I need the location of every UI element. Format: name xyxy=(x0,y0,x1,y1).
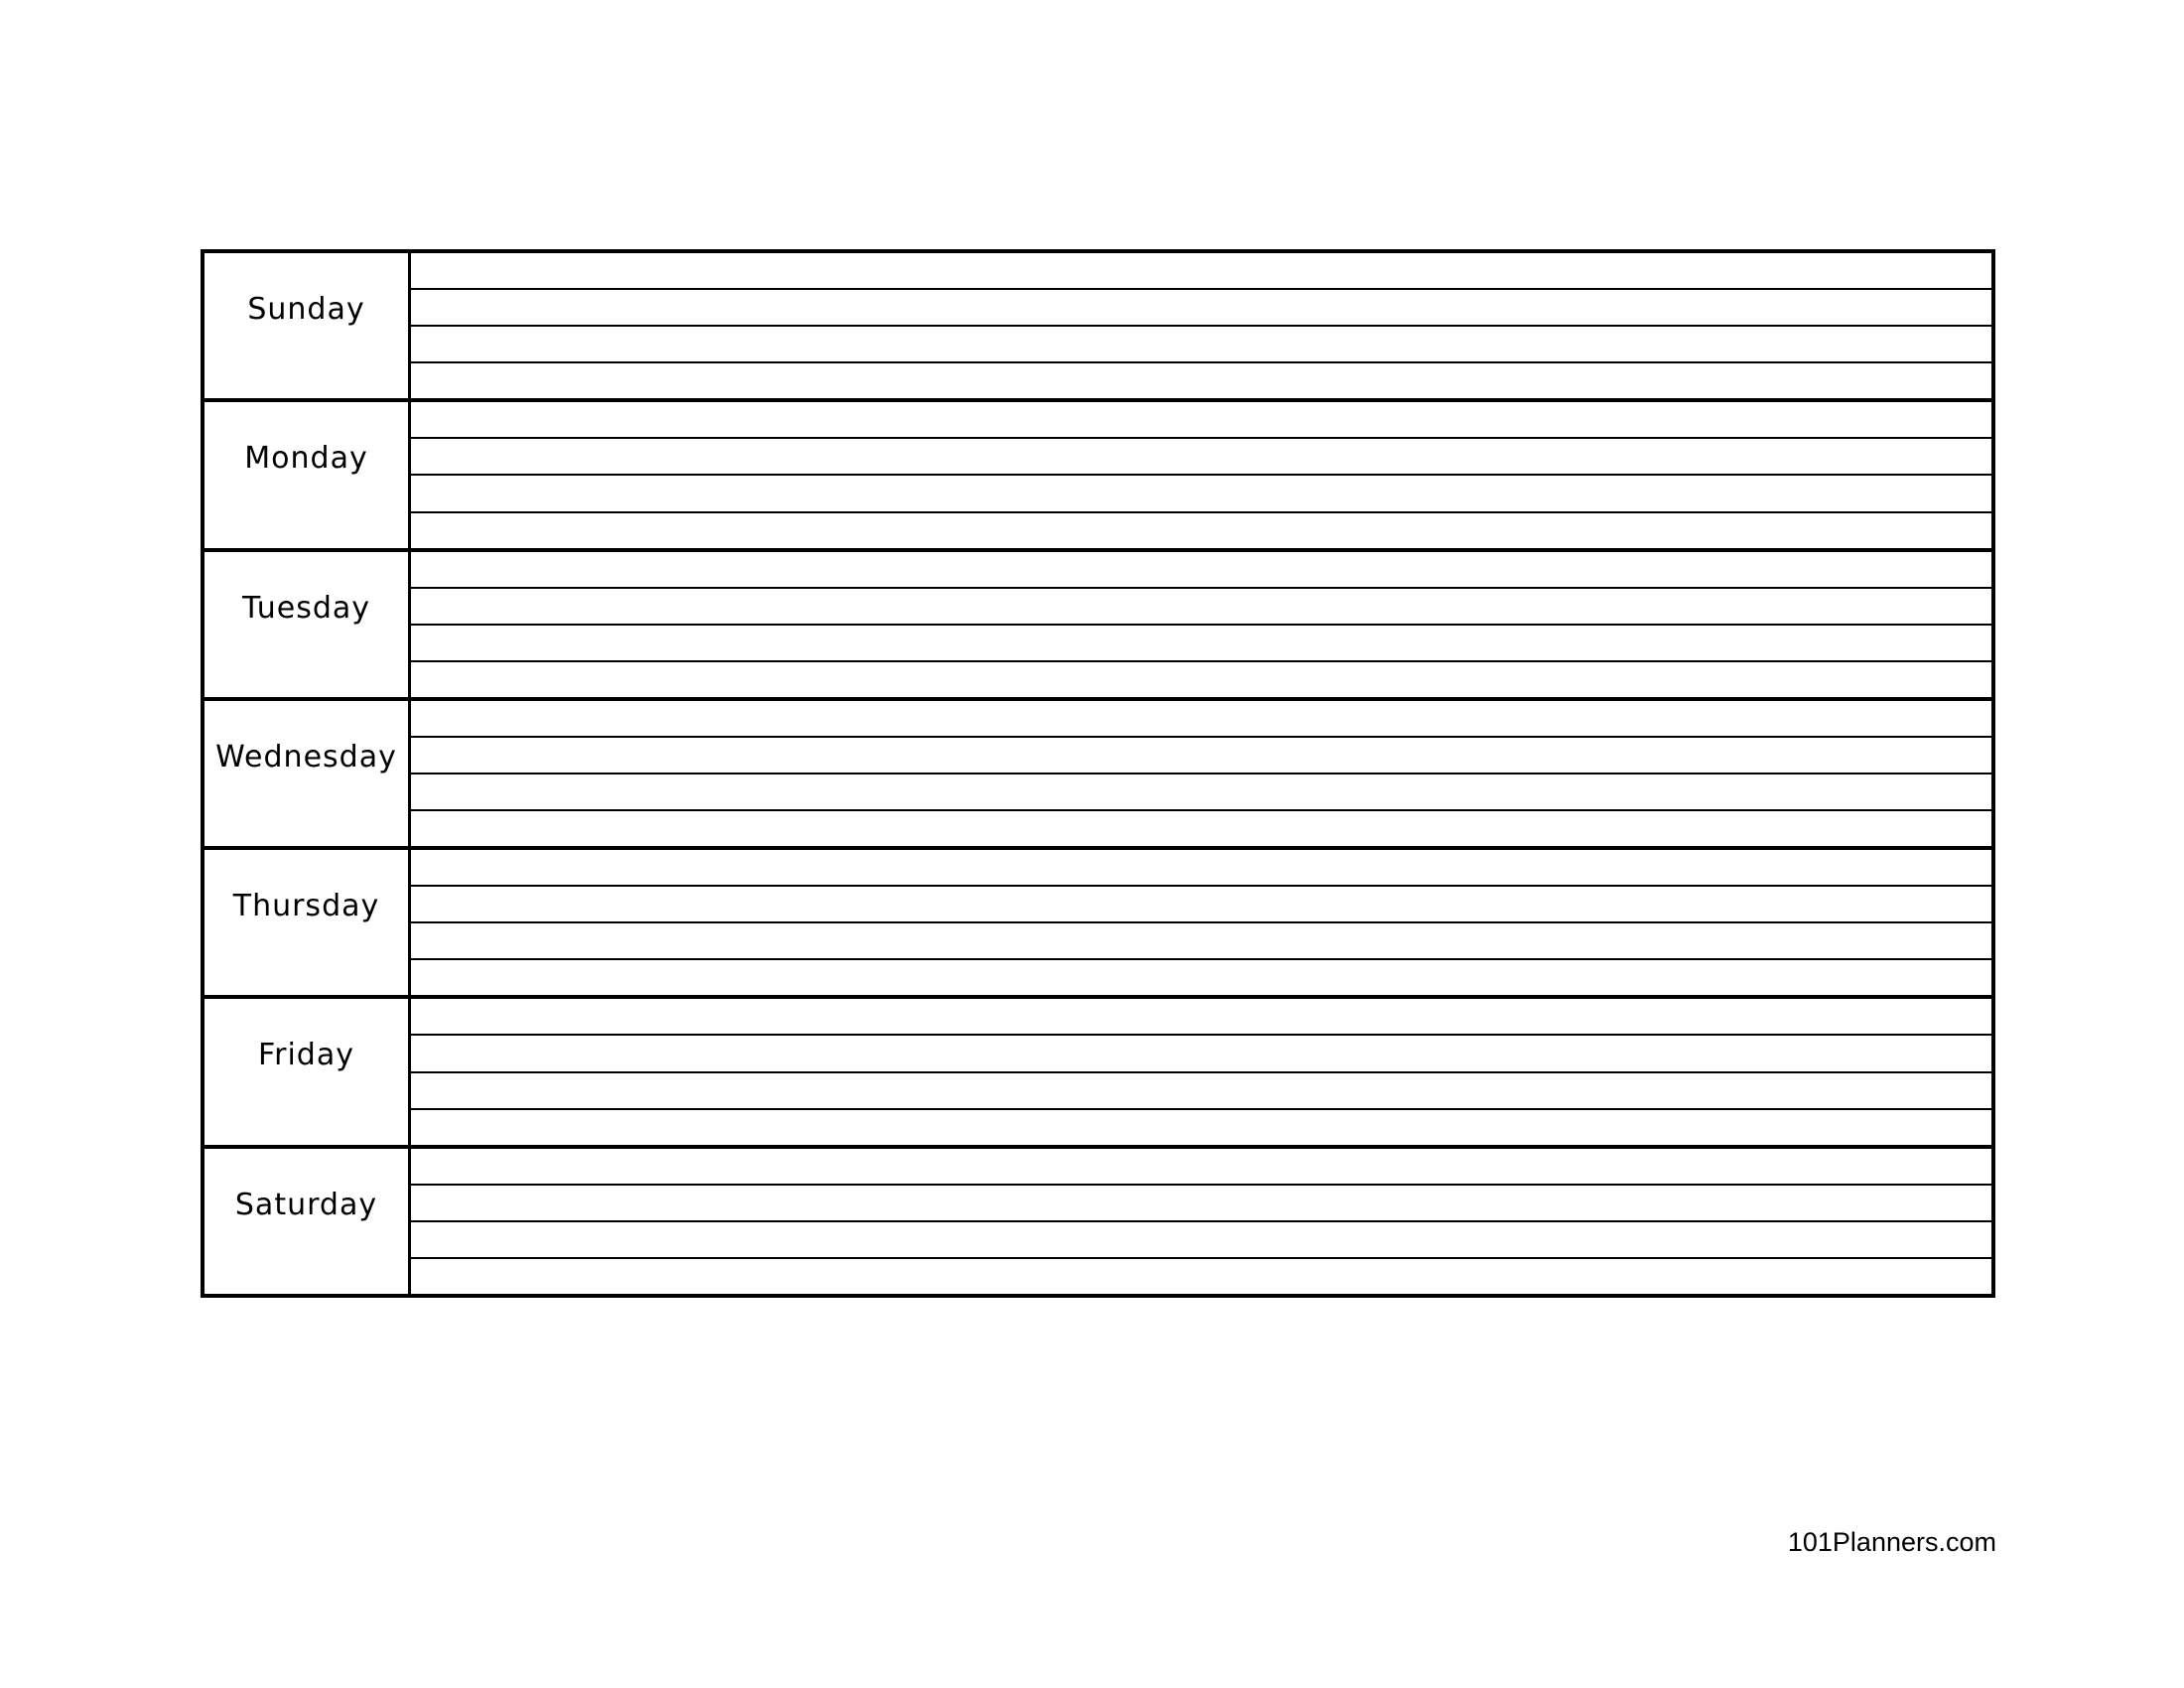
day-label-monday: Monday xyxy=(244,441,368,477)
writing-area-thursday[interactable] xyxy=(411,850,1991,995)
writing-line[interactable] xyxy=(411,1036,1991,1072)
writing-area-sunday[interactable] xyxy=(411,253,1991,398)
writing-line[interactable] xyxy=(411,738,1991,774)
day-label-saturday: Saturday xyxy=(234,1187,378,1222)
writing-area-tuesday[interactable] xyxy=(411,552,1991,697)
writing-line[interactable] xyxy=(411,1149,1991,1186)
day-label-cell xyxy=(205,850,411,995)
day-row-wednesday xyxy=(205,701,1991,850)
writing-line[interactable] xyxy=(411,1186,1991,1222)
writing-line[interactable] xyxy=(411,253,1991,290)
writing-area-monday[interactable] xyxy=(411,402,1991,547)
day-label-cell xyxy=(205,701,411,846)
weekly-planner-grid xyxy=(201,249,1995,1298)
writing-line[interactable] xyxy=(411,774,1991,811)
writing-line[interactable] xyxy=(411,850,1991,887)
day-label-cell xyxy=(205,402,411,547)
writing-line[interactable] xyxy=(411,552,1991,589)
writing-line[interactable] xyxy=(411,1110,1991,1145)
writing-area-saturday[interactable] xyxy=(411,1149,1991,1294)
writing-line[interactable] xyxy=(411,662,1991,697)
day-label-tuesday: Tuesday xyxy=(241,590,371,626)
writing-line[interactable] xyxy=(411,923,1991,960)
writing-area-wednesday[interactable] xyxy=(411,701,1991,846)
day-row-saturday xyxy=(205,1149,1991,1294)
writing-line[interactable] xyxy=(411,327,1991,363)
writing-line[interactable] xyxy=(411,589,1991,626)
writing-line[interactable] xyxy=(411,476,1991,512)
writing-line[interactable] xyxy=(411,887,1991,923)
writing-line[interactable] xyxy=(411,290,1991,327)
day-label-thursday: Thursday xyxy=(232,889,380,924)
writing-line[interactable] xyxy=(411,363,1991,398)
day-label-sunday: Sunday xyxy=(247,292,365,327)
writing-line[interactable] xyxy=(411,626,1991,662)
writing-line[interactable] xyxy=(411,513,1991,548)
writing-line[interactable] xyxy=(411,1259,1991,1294)
writing-line[interactable] xyxy=(411,811,1991,846)
day-label-wednesday: Wednesday xyxy=(215,739,397,774)
day-label-cell xyxy=(205,253,411,398)
writing-line[interactable] xyxy=(411,960,1991,995)
writing-area-friday[interactable] xyxy=(411,999,1991,1144)
day-label-cell xyxy=(205,999,411,1144)
day-row-monday xyxy=(205,402,1991,551)
writing-line[interactable] xyxy=(411,1222,1991,1259)
writing-line[interactable] xyxy=(411,701,1991,738)
day-label-cell xyxy=(205,552,411,697)
brand-footer-text: 101Planners.com xyxy=(1787,1527,1996,1557)
writing-line[interactable] xyxy=(411,439,1991,476)
writing-line[interactable] xyxy=(411,402,1991,439)
day-row-tuesday xyxy=(205,552,1991,701)
writing-line[interactable] xyxy=(411,1073,1991,1110)
day-label-friday: Friday xyxy=(258,1038,354,1073)
day-row-sunday xyxy=(205,253,1991,402)
writing-line[interactable] xyxy=(411,999,1991,1036)
day-label-cell xyxy=(205,1149,411,1294)
day-row-thursday xyxy=(205,850,1991,999)
day-row-friday xyxy=(205,999,1991,1148)
